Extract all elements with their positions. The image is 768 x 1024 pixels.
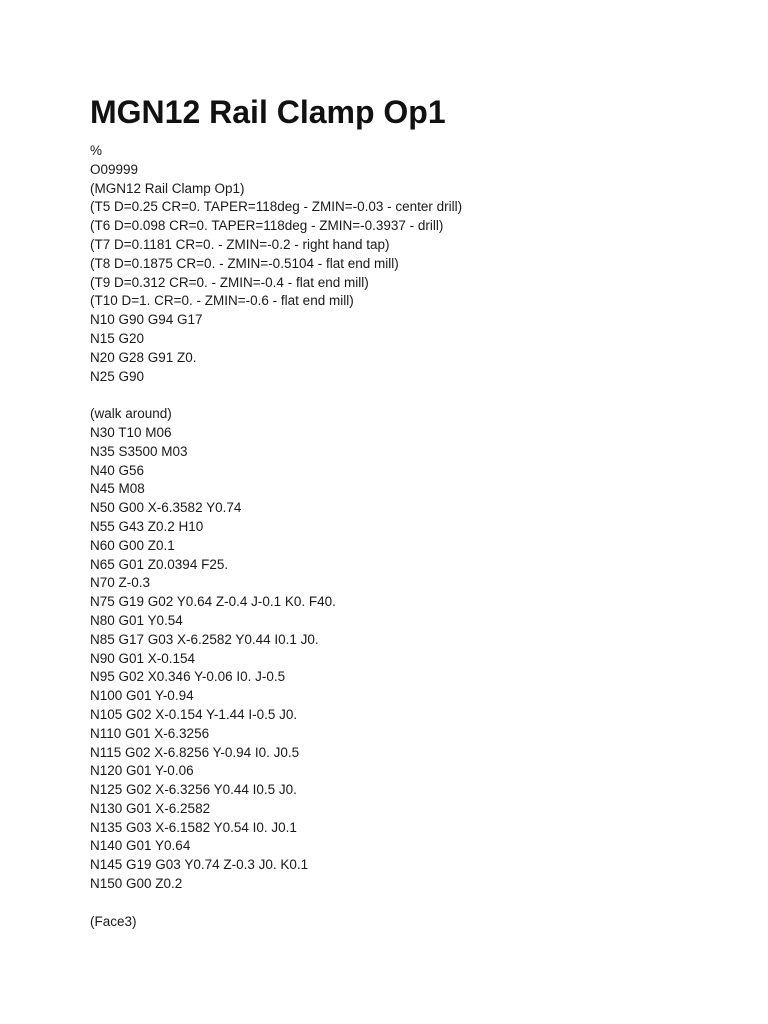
code-line: N45 M08 bbox=[90, 481, 145, 497]
code-line: (Face3) bbox=[90, 913, 137, 929]
code-line: N90 G01 X-0.154 bbox=[90, 650, 196, 666]
code-line: % bbox=[90, 143, 103, 158]
code-line: (T5 D=0.25 CR=0. TAPER=118deg - ZMIN=-0.03 - center drill) bbox=[90, 199, 463, 215]
code-line: N140 G01 Y0.64 bbox=[90, 838, 191, 854]
code-line: N25 G90 bbox=[90, 368, 145, 384]
code-line: (T8 D=0.1875 CR=0. - ZMIN=-0.5104 - flat end mill) bbox=[90, 255, 399, 271]
code-line: N95 G02 X0.346 Y-0.06 I0. J-0.5 bbox=[90, 669, 286, 685]
code-line: N120 G01 Y-0.06 bbox=[90, 763, 194, 779]
document-page bbox=[90, 92, 750, 931]
code-line: N145 G19 G03 Y0.74 Z-0.3 J0. K0.1 bbox=[90, 857, 309, 873]
code-line: N100 G01 Y-0.94 bbox=[90, 688, 194, 704]
code-line: N110 G01 X-6.3256 bbox=[90, 725, 210, 741]
code-line: (MGN12 Rail Clamp Op1) bbox=[90, 180, 245, 196]
code-line: N105 G02 X-0.154 Y-1.44 I-0.5 J0. bbox=[90, 706, 298, 722]
code-line: N80 G01 Y0.54 bbox=[90, 612, 183, 628]
code-line: N30 T10 M06 bbox=[90, 424, 172, 440]
code-line: N40 G56 bbox=[90, 462, 145, 478]
code-line: O09999 bbox=[90, 161, 139, 177]
code-line: (walk around) bbox=[90, 406, 172, 422]
code-line: N135 G03 X-6.1582 Y0.54 I0. J0.1 bbox=[90, 819, 297, 835]
code-line: N125 G02 X-6.3256 Y0.44 I0.5 J0. bbox=[90, 782, 297, 798]
code-line: N15 G20 bbox=[90, 330, 145, 346]
code-line: N35 S3500 M03 bbox=[90, 443, 188, 459]
code-line: N65 G01 Z0.0394 F25. bbox=[90, 556, 229, 572]
code-line: N150 G00 Z0.2 bbox=[90, 876, 183, 892]
code-line: N75 G19 G02 Y0.64 Z-0.4 J-0.1 K0. F40. bbox=[90, 594, 336, 610]
blank-line bbox=[90, 386, 750, 405]
code-line: N60 G00 Z0.1 bbox=[90, 537, 175, 553]
code-line: N50 G00 X-6.3582 Y0.74 bbox=[90, 500, 242, 516]
code-line: N55 G43 Z0.2 H10 bbox=[90, 518, 204, 534]
blank-line bbox=[90, 894, 750, 913]
code-line: N115 G02 X-6.8256 Y-0.94 I0. J0.5 bbox=[90, 744, 300, 760]
code-line: N20 G28 G91 Z0. bbox=[90, 349, 197, 365]
code-line: N130 G01 X-6.2582 bbox=[90, 800, 211, 816]
code-line: (T10 D=1. CR=0. - ZMIN=-0.6 - flat end mill) bbox=[90, 293, 354, 309]
document-title: MGN12 Rail Clamp Op1 bbox=[90, 94, 446, 130]
gcode-listing bbox=[90, 142, 750, 931]
code-line: N70 Z-0.3 bbox=[90, 575, 151, 591]
code-line: (T6 D=0.098 CR=0. TAPER=118deg - ZMIN=-0.3937 - drill) bbox=[90, 218, 444, 234]
code-line: (T9 D=0.312 CR=0. - ZMIN=-0.4 - flat end mill) bbox=[90, 274, 369, 290]
code-line: N85 G17 G03 X-6.2582 Y0.44 I0.1 J0. bbox=[90, 631, 319, 647]
code-line: (T7 D=0.1181 CR=0. - ZMIN=-0.2 - right hand tap) bbox=[90, 236, 390, 252]
code-line: N10 G90 G94 G17 bbox=[90, 312, 203, 328]
